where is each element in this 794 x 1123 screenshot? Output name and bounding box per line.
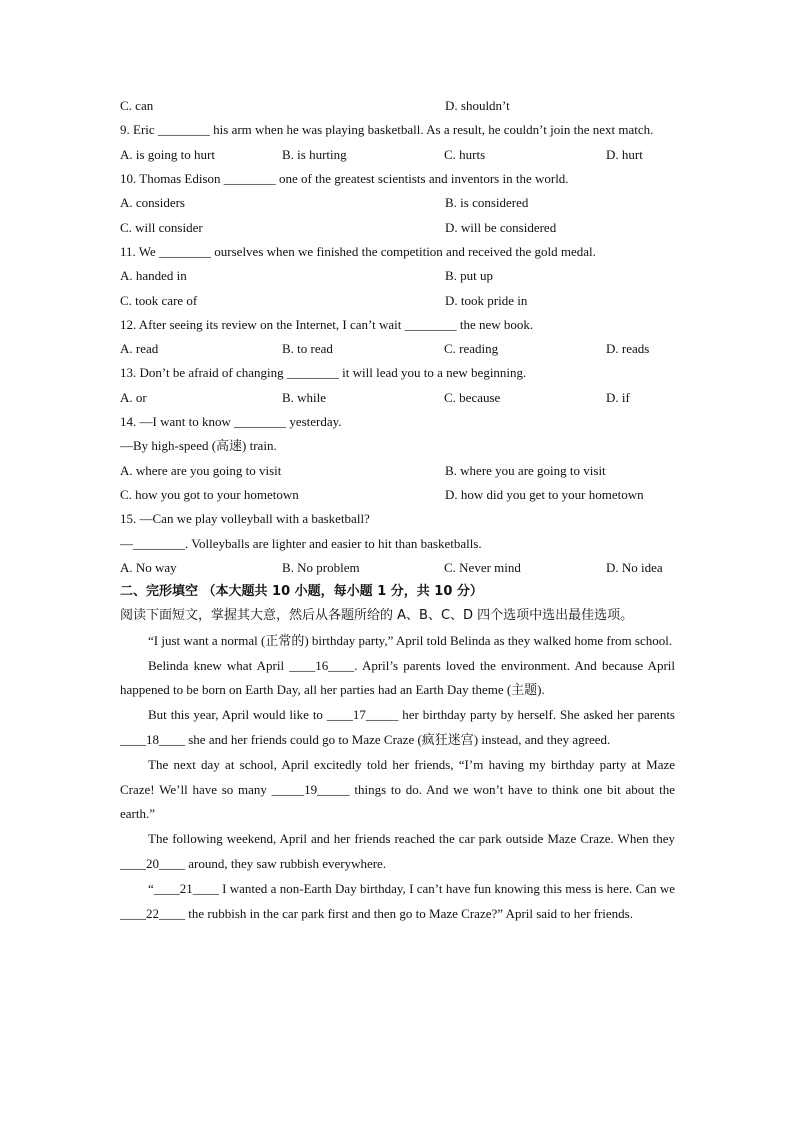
q10-options-cd	[120, 216, 675, 240]
option-b[interactable]: B. to read	[282, 341, 333, 357]
passage-paragraph-3	[120, 703, 675, 753]
blank-18[interactable]: ____18____	[120, 731, 185, 747]
question-14: 14. —I want to know ________ yesterday.	[120, 414, 342, 430]
option-a[interactable]: A. considers	[120, 195, 185, 211]
passage-paragraph-1	[120, 629, 675, 654]
paragraph-text: I wanted a non-Earth Day birthday, I can’t have fun knowing this mess is here. Can we	[218, 880, 675, 896]
q10-options-ab	[120, 191, 675, 215]
option-b[interactable]: B. put up	[445, 268, 494, 284]
q14-options-cd	[120, 483, 675, 507]
option-b[interactable]: B. while	[282, 389, 327, 405]
question-10: 10. Thomas Edison ________ one of the greatest scientists and inventors in the world.	[120, 171, 569, 187]
option-c[interactable]: C. how you got to your hometown	[120, 486, 299, 502]
option-c[interactable]: C. Never mind	[444, 559, 521, 575]
q9-options	[120, 143, 675, 167]
section-2-instruction: 阅读下面短文，掌握其大意，然后从各题所给的 A、B、C、D 四个选项中选出最佳选项。	[120, 608, 634, 624]
option-d[interactable]: D. reads	[606, 341, 650, 357]
passage-paragraph-4	[120, 753, 675, 827]
option-a[interactable]: A. is going to hurt	[120, 146, 215, 162]
option-c[interactable]: C. took care of	[120, 292, 198, 308]
question-15: 15. —Can we play volleyball with a basketball?	[120, 511, 370, 527]
blank-19[interactable]: _____19_____	[271, 781, 350, 797]
paragraph-text: her birthday party by herself. She asked her parents	[398, 707, 675, 723]
paragraph-text: “	[148, 880, 154, 896]
blank-21[interactable]: ____21____	[153, 880, 219, 896]
option-a[interactable]: A. handed in	[120, 268, 187, 284]
paragraph-text: Belinda knew what April	[148, 657, 290, 673]
q15-options	[120, 556, 675, 580]
passage-paragraph-5	[120, 827, 675, 877]
blank-20[interactable]: ____20____	[120, 855, 185, 871]
paragraph-text: The next day at school, April excitedly told her friends, “I’m having my birthday party at Maze Craze! We’ll have so many	[120, 756, 675, 797]
exam-page	[120, 94, 675, 926]
option-a[interactable]: A. or	[120, 389, 147, 405]
q8-options	[120, 94, 675, 118]
question-14-reply: —By high-speed (高速) train.	[120, 438, 277, 454]
option-c[interactable]: C. will consider	[120, 219, 203, 235]
question-15-reply: —________. Volleyballs are lighter and easier to hit than basketballs.	[120, 535, 482, 551]
paragraph-text: “I just want a normal (正常的) birthday party,” April told Belinda as they walked home from school.	[148, 632, 673, 648]
blank-22[interactable]: ____22____	[120, 905, 185, 921]
paragraph-text: . April’s parents loved the environment. And because April happened to be born on Earth Day, all her parties had an Earth Day theme (主题).	[120, 657, 675, 698]
q11-options-ab	[120, 264, 675, 288]
blank-17[interactable]: ____17_____	[326, 707, 399, 723]
passage-paragraph-2	[120, 654, 675, 704]
option-c[interactable]: C. can	[120, 98, 154, 113]
blank-16[interactable]: ____16____	[289, 657, 355, 673]
q14-options-ab	[120, 459, 675, 483]
option-b[interactable]: B. is considered	[445, 195, 529, 211]
option-d[interactable]: D. took pride in	[445, 292, 528, 308]
q11-options-cd	[120, 289, 675, 313]
paragraph-text: she and her friends could go to Maze Craze (疯狂迷宫) instead, and they agreed.	[185, 731, 611, 747]
option-a[interactable]: A. read	[120, 341, 159, 357]
option-b[interactable]: B. where you are going to visit	[445, 462, 606, 478]
option-b[interactable]: B. is hurting	[282, 146, 347, 162]
question-11: 11. We ________ ourselves when we finished the competition and received the gold medal.	[120, 243, 596, 259]
option-d[interactable]: D. if	[606, 389, 630, 405]
option-a[interactable]: A. where are you going to visit	[120, 462, 282, 478]
option-c[interactable]: C. hurts	[444, 146, 486, 162]
section-2-title: 二、完形填空 （本大题共 10 小题，每小题 1 分，共 10 分）	[120, 584, 483, 600]
option-c[interactable]: C. reading	[444, 341, 499, 357]
option-b[interactable]: B. No problem	[282, 559, 360, 575]
option-d[interactable]: D. hurt	[606, 146, 643, 162]
paragraph-text: But this year, April would like to	[148, 707, 327, 723]
question-12: 12. After seeing its review on the Internet, I can’t wait ________ the new book.	[120, 316, 534, 332]
option-d[interactable]: D. shouldn’t	[445, 98, 510, 113]
paragraph-text: The following weekend, April and her friends reached the car park outside Maze Craze. When they	[148, 831, 675, 847]
option-c[interactable]: C. because	[444, 389, 501, 405]
q12-options	[120, 337, 675, 361]
paragraph-text: the rubbish in the car park first and then go to Maze Craze?” April said to her friends.	[185, 905, 633, 921]
passage-paragraph-6	[120, 877, 675, 927]
q13-options	[120, 386, 675, 410]
option-a[interactable]: A. No way	[120, 559, 177, 575]
paragraph-text: around, they saw rubbish everywhere.	[185, 855, 387, 871]
option-d[interactable]: D. No idea	[606, 559, 663, 575]
paragraph-text: things to do. And we won’t have to think one bit about the earth.”	[120, 781, 676, 822]
option-d[interactable]: D. will be considered	[445, 219, 557, 235]
question-13: 13. Don’t be afraid of changing ________ it will lead you to a new beginning.	[120, 365, 527, 381]
option-d[interactable]: D. how did you get to your hometown	[445, 486, 644, 502]
question-9: 9. Eric ________ his arm when he was playing basketball. As a result, he couldn’t join the next match.	[120, 122, 654, 138]
